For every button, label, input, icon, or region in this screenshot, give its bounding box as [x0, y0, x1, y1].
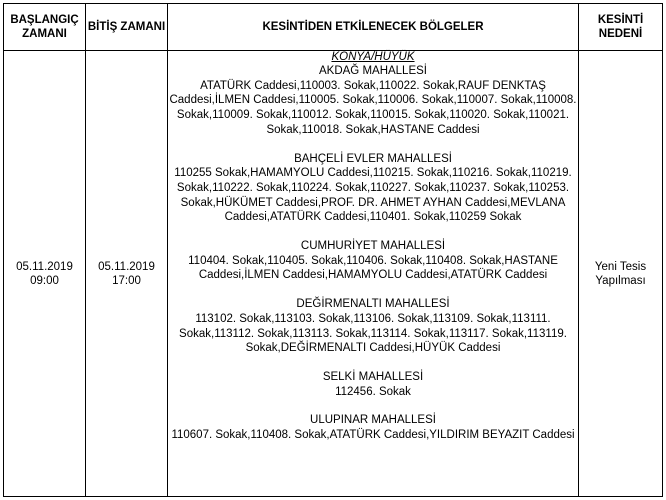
region-name: ULUPINAR MAHALLESİ [310, 414, 436, 427]
region-block [168, 152, 578, 226]
header-row [4, 4, 663, 51]
outage-table [3, 3, 663, 497]
region-streets: 110607. Sokak,110408. Sokak,ATATÜRK Caddesi,YILDIRIM BEYAZIT Caddesi [171, 429, 575, 442]
region-block [168, 239, 578, 283]
header-start-time: BAŞLANGIÇ ZAMANI [4, 4, 86, 51]
table-row [4, 51, 663, 497]
region-block [168, 64, 578, 138]
region-name: CUMHURİYET MAHALLESİ [300, 240, 446, 253]
province-heading: KONYA/HÜYÜK [331, 51, 415, 63]
outage-reason: Yeni Tesis Yapılması [579, 51, 663, 497]
header-outage-reason: KESİNTİ NEDENİ [579, 4, 663, 51]
affected-regions [168, 51, 579, 497]
end-time: 05.11.2019 17:00 [86, 51, 168, 497]
region-block [168, 413, 578, 442]
region-streets: 110255 Sokak,HAMAMYOLU Caddesi,110215. Sokak,110216. Sokak,110219. Sokak,110222. Sokak,110224. Sokak,110227. Sokak,110237. Sokak,110253. Sokak,HÜKÜMET Caddesi,PROF. DR. AHMET AYHAN Caddesi,MEVLANA Caddesi,ATATÜRK Caddesi,110401. Sokak,110259 Sokak [174, 167, 572, 224]
region-streets: 113102. Sokak,113103. Sokak,113106. Sokak,113109. Sokak,113111. Sokak,113112. Sokak,113113. Sokak,113114. Sokak,113117. Sokak,113119. Sokak,DEĞİRMENALTI Caddesi,HÜYÜK Caddesi [179, 312, 567, 355]
region-streets: 112456. Sokak [335, 385, 411, 398]
start-time: 05.11.2019 09:00 [4, 51, 86, 497]
region-block [168, 297, 578, 356]
region-streets: ATATÜRK Caddesi,110003. Sokak,110022. Sokak,RAUF DENKTAŞ Caddesi,İLMEN Caddesi,110005. Sokak,110006. Sokak,110007. Sokak,110008. Sokak,110009. Sokak,110012. Sokak,110015. Sokak,110020. Sokak,110021. Sokak,110018. Sokak,HASTANE Caddesi [169, 79, 577, 136]
region-name: DEĞİRMENALTI MAHALLESİ [296, 298, 450, 311]
region-block [168, 370, 578, 399]
header-end-time: BİTİŞ ZAMANI [86, 4, 168, 51]
region-name: SELKİ MAHALLESİ [322, 370, 424, 383]
region-streets: 110404. Sokak,110405. Sokak,110406. Sokak,110408. Sokak,HASTANE Caddesi,İLMEN Caddesi,HAMAMYOLU Caddesi,ATATÜRK Caddesi [188, 254, 558, 282]
region-name: BAHÇELİ EVLER MAHALLESİ [294, 152, 452, 165]
header-affected-regions: KESİNTİDEN ETKİLENECEK BÖLGELER [168, 4, 579, 51]
region-name: AKDAĞ MAHALLESİ [318, 65, 427, 77]
